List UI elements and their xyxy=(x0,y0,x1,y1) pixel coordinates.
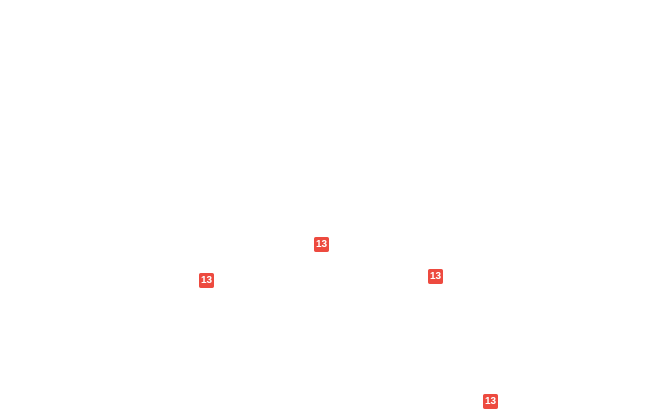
part-callout-badge[interactable]: 13 xyxy=(314,237,329,252)
part-callout-badge[interactable]: 13 xyxy=(428,269,443,284)
part-callout-badge[interactable]: 13 xyxy=(199,273,214,288)
part-callout-badge[interactable]: 13 xyxy=(483,394,498,409)
